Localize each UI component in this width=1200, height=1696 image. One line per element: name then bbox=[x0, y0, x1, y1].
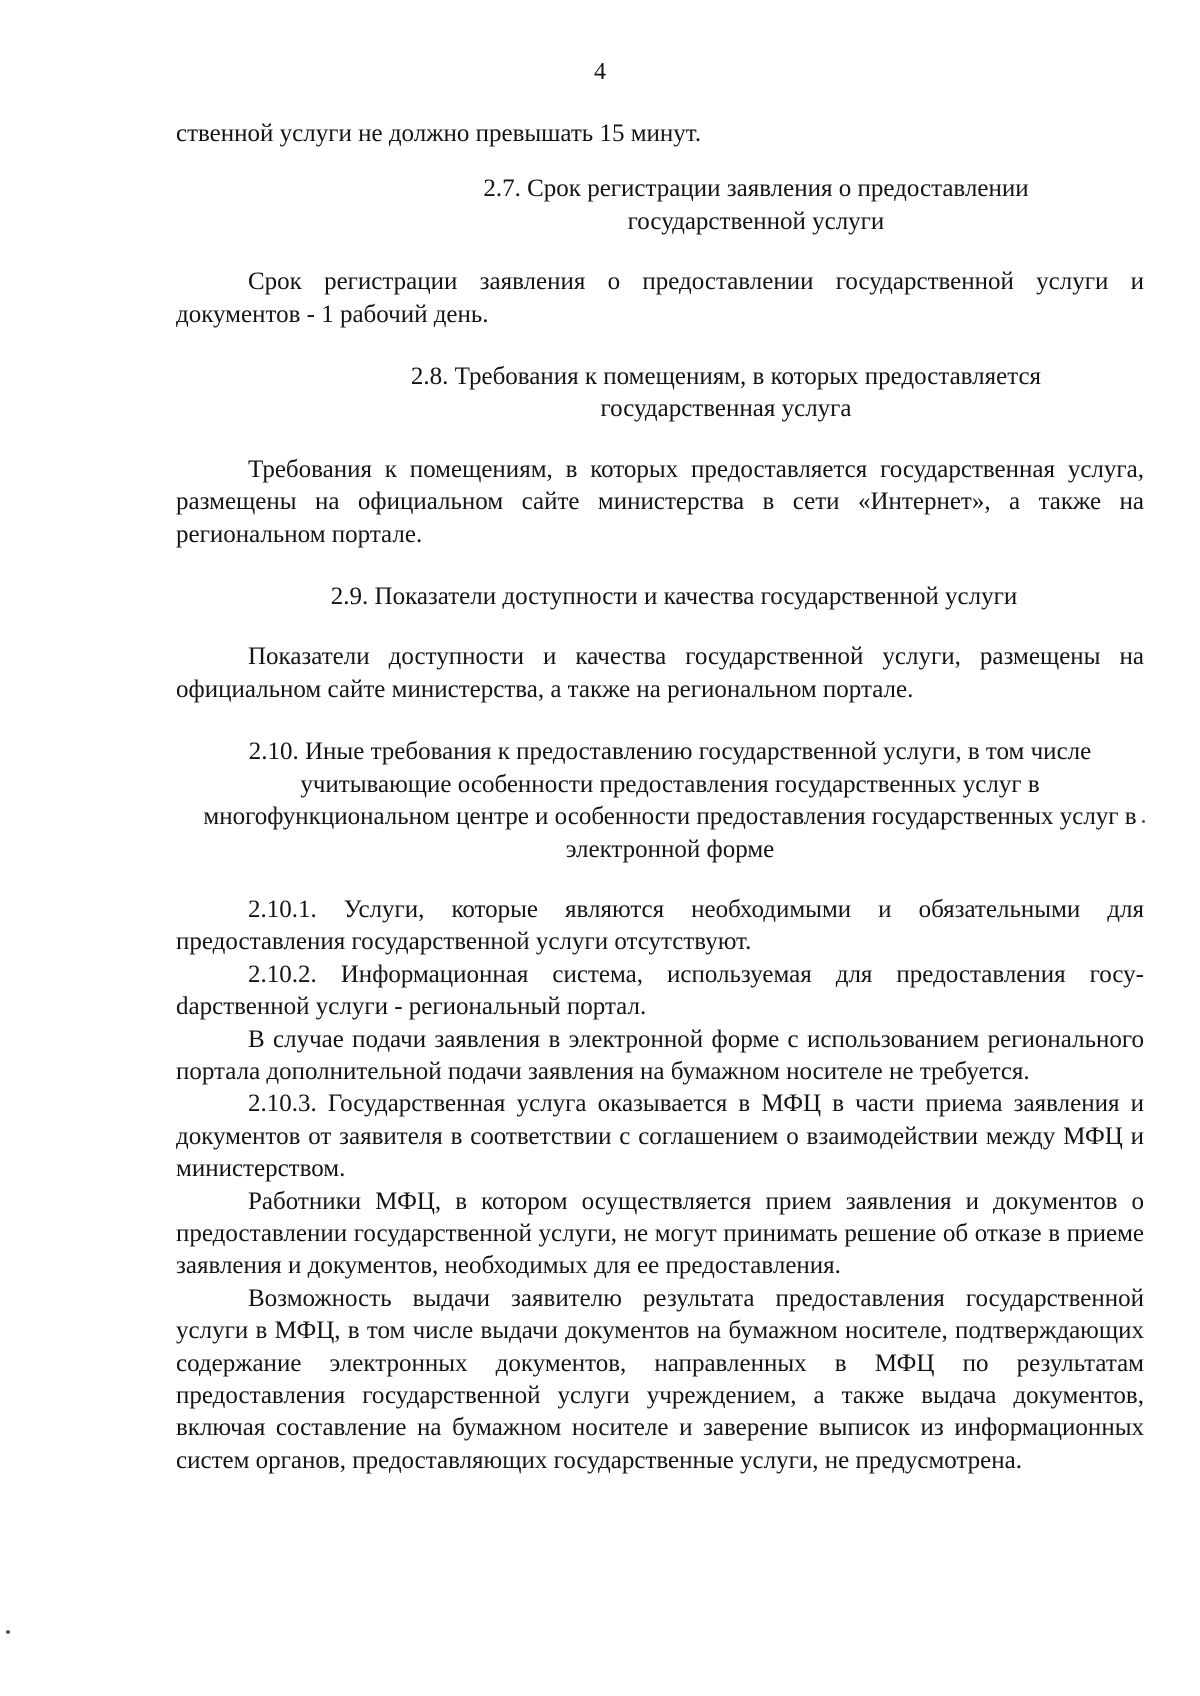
heading-line: 2.7. Срок регистрации заявления о предоставлении bbox=[483, 175, 1029, 203]
section-heading-2-9: 2.9. Показатели доступности и качества государственной услуги bbox=[330, 583, 1018, 611]
paragraph-2-9: Показатели доступности и качества государственной услуги, размещены на официальном сайте министерства, а также на региональном портале. bbox=[176, 643, 1144, 703]
section-heading-2-7 bbox=[396, 173, 1116, 238]
paragraph-2-10-3: 2.10.3. Государственная услуга оказывается в МФЦ в части приема заявления и документов от заявителя в соответствии с соглашением о взаимодействии между МФЦ и министерством. bbox=[176, 1090, 1144, 1183]
section-heading-2-8 bbox=[346, 361, 1106, 426]
paragraph-2-7: Срок регистрации заявления о предоставлении государственной услуги и документов - 1 рабочий день. bbox=[176, 268, 1144, 328]
page-number: 4 bbox=[594, 59, 606, 85]
heading-line: 2.8. Требования к помещениям, в которых предоставляется bbox=[410, 363, 1042, 391]
scan-speck bbox=[6, 1630, 10, 1634]
continuation-text: ственной услуги не должно превышать 15 минут. bbox=[176, 120, 702, 147]
paragraph-mfc-workers: Работники МФЦ, в котором осуществляется прием заявления и документов о предоставлении государственной услуги, не могут принимать решение об отказе в приеме заявления и документов, необходимых для ее предоставления. bbox=[176, 1187, 1144, 1280]
section-heading-2-10: 2.10. Иные требования к предоставлению государственной услуги, в том числе учитывающие особенности предоставления государственных услуг в многофункциональном центре и особенности предоставления государственных услуг в электронной форме bbox=[203, 738, 1137, 863]
heading-line: государственная услуга bbox=[600, 395, 852, 423]
paragraph-2-10-1: 2.10.1. Услуги, которые являются необходимыми и обязательными для предоставления государственной услуги отсутствуют. bbox=[176, 895, 1144, 956]
paragraph-electronic-filing: В случае подачи заявления в электронной форме с использованием регионального портала дополнительной подачи заявления на бумажном носителе не требуется. bbox=[176, 1025, 1144, 1085]
paragraph-mfc-result: Возможность выдачи заявителю результата предоставления государственной услуги в МФЦ, в том числе выдачи документов на бумажном носителе, подтверждающих содержание электронных документов, направленных в МФЦ по результатам предоставления государственной услуги учреждением, а также выдача документов, включая составление на бумажном носителе и заверение выписок из информационных систем органов, предоставляющих государственные услуги, не предусмотрена. bbox=[176, 1284, 1144, 1474]
document-body bbox=[176, 118, 1144, 1477]
scan-speck bbox=[1142, 820, 1145, 823]
paragraph-2-10-2: 2.10.2. Информационная система, используемая для предоставления госуdарственной услуги - региональный портал. bbox=[176, 960, 1144, 1021]
paragraph-2-8: Требования к помещениям, в которых предоставляется государственная услуга, размещены на официальном сайте министерства в сети «Интернет», а также на региональном портале. bbox=[176, 455, 1144, 548]
heading-line: государственной услуги bbox=[627, 207, 885, 235]
